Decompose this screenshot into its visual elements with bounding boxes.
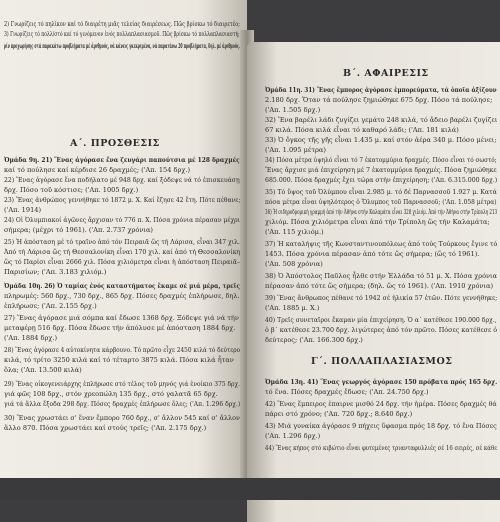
text-line: 24) Οἱ Ὀλυμπιακοί ἀγῶνες ἄρχισαν τό 776 π. Χ. Πόσα χρόνια πέρασαν μέχρι — [4, 216, 240, 224]
section-heading-multiplication: Γ΄. ΠΟΛΛΑΠΛΑΣΙΑΣΜΟΣ — [311, 356, 453, 367]
text-line: 1453. Πόσα χρόνια πέρασαν ἀπό τότε ὥς σήμερα; (ὥς τό 1961). — [265, 250, 480, 258]
text-line: 32) Ἕνα βαρέλι λάδι ζυγίζει γεμάτο 248 κιλά, τό ἄδειο βαρέλι ζυγίζει — [265, 116, 498, 124]
section-heading-addition: Α΄. ΠΡΟΣΘΕΣΙΣ — [70, 138, 160, 149]
text-line: γιά φῶς 108 δρχ., στόν χρεοπώλη 135 δρχ., στό γαλατᾶ 65 δρχ. — [4, 390, 218, 398]
text-line: ὥς τό Παρίσι εἶναι 2666 χιλ. Πόσα χιλιόμετρα εἶναι ἡ ἀπόσταση Πειραιᾶ– — [4, 258, 241, 266]
text-line: ἐπλήρωσε; ('Απ. 2.155 δρχ.) — [4, 302, 97, 310]
text-line: πάρει στό χρόνο; ('Απ. 720 δρχ.; 8.640 δρχ.) — [265, 410, 413, 418]
text-line: 30) Ἕνας χρωστάει σ' ἕναν ἔμπορο 760 δρχ., σ' ἄλλον 545 καί σ' ἄλλον — [4, 414, 240, 422]
text-line: Ὁμάδα 9η. 21) Ἕνας ἀγόρασε ἕνα ζευγάρι παπούτσια μέ 128 δραχμές — [4, 156, 240, 164]
text-line: πόσα μέτρα εἶναι ὑψηλότερος ὁ Ὄλυμπος τοῦ Παρνασσοῦ; ('Απ. 1.058 μέτρα) — [265, 198, 497, 206]
text-line: 3) Γνωρίζεις τό πολλ/στό καί τό γινόμενον ἑνός πολλαπλασιασμοῦ. Πῶς βρίσκω τό πολλαπλασιαστή; — [4, 30, 240, 38]
text-line: 34) Πόσα μέτρα ὑψηλό εἶναι τό 7 ἑκατομμύρια δραχμές. Πόσο εἶναι τό σωστό; — [265, 156, 497, 164]
text-line: χιλιόμ. Πόσα χιλιόμετρα εἶναι ἀπό τήν Τρίπολη ὥς τήν Καλαμάτα; — [265, 218, 490, 226]
text-line: τό ἕνα. Πόσες δραχμές ἔδωσε; ('Απ. 24.750 δρχ.) — [265, 388, 429, 396]
text-line: καί τό πούλησε καί κέρδισε 26 δραχμές; ('Απ. 154 δρχ.) — [4, 166, 191, 174]
text-line: ρίν προχωρήσης στά παρακάτω προβλήματα μέ ἀριθμούς, νά κάνεις γκεκριμένα, νά παρατάνω 20 προβλήματα, δηλ. μέ ἀριθμούς. — [4, 42, 241, 50]
section-heading-subtraction: Β΄. ΑΦΑΙΡΕΣΙΣ — [343, 68, 429, 79]
text-line: 28) Ἕνας ἀγόρασε 4 αὐτοκίνητα κάρβουνο. Τό πρῶτο εἶχε 2450 κιλά τό δεύτερο — [4, 346, 241, 354]
text-line: 39) Ἕνας ἄνθρωπος πέθανε τό 1942 σέ ἡλικία 57 ἐτῶν. Πότε γεννήθηκε; — [265, 294, 498, 302]
left-page — [0, 0, 247, 500]
text-line: 67 κιλά. Πόσα κιλά εἶναι τό καθαρό λάδι; ('Απ. 181 κιλά) — [265, 126, 459, 134]
text-line: σήμερα; (μέχρι τό 1961). ('Απ. 2.737 χρόνια) — [4, 226, 153, 234]
text-line: μεταφέρῃ 516 δρχ. Πόσα ἔδωσε τήν ἀπόλυσε μέ ἀπόσταση 1884 δρχ. — [4, 324, 236, 332]
text-line: 42) Ἕνας ἔμπειρος ἐπαιρνε μισθό 24 δρχ. τήν ἡμέρα. Πόσες δραχμές θά — [265, 400, 497, 408]
text-line: 35) Τό ὕψος τοῦ Ὀλύμπου εἶναι 2.985 μ. τό δέ Παρνασσοῦ 1.927 μ. Κατά — [265, 188, 497, 196]
text-line: Ὁμάδα 10η. 26) Ὁ ταμίας ἑνός καταστήματος ἔκαμε σέ μιά μέρα, τρεῖς — [4, 282, 240, 290]
text-line: ὅλα; ('Απ. 13.500 κιλά) — [4, 366, 82, 374]
text-line: 2.180 δρχ. Ὅταν τά πούλησε ζημιώθηκε 675 δρχ. Πόσο τά πούλησε; — [265, 96, 493, 104]
text-line: ('Απ. 1884 δρχ.) — [4, 334, 58, 342]
text-line: ὁ β΄ κατέθεσε 23.700 δρχ. λιγώτερες ἀπό τόν πρῶτο. Πόσες κατέθεσε ὁ — [265, 326, 498, 334]
text-line: Παρισίων; ('Απ. 3.183 χιλιόμ.) — [4, 268, 107, 276]
text-line: 22) Ἕνας ἀγόρασε ἕνα ποδήλατο μέ 948 δρχ. καί ξόδεψε νά τό ἐπισκευάσῃ — [4, 176, 240, 184]
text-line: δρχ. Πόσο τοῦ κόστισε; ('Απ. 1005 δρχ.) — [4, 186, 139, 194]
text-line: 36) Ἡ σιδηροδρομική γραμμή ἀπό τήν Ἀθήνα στήν Καλαμάτα εἶναι 328 χιλιόμ. Ἀπό τήν Ἀθήνα στήν Τρίπολη 213 — [265, 208, 498, 216]
text-line: Ὁμάδα 13η. 41) Ἕνας γεωργός ἀγόρασε 150 πρόβατα πρός 165 δρχ. — [265, 378, 498, 386]
text-line: 23) Ἕνας ἀνθρώπος γεννήθηκε τό 1872 μ. Χ. Καί ἔζησε 42 ἔτη. Πότε πέθανε; — [4, 196, 241, 204]
text-line: 685.000. Πόσα δραχμές ἔχει τώρα στήν ἐπιχείρηση; ('Απ. 6.315.000 δρχ.) — [265, 176, 498, 184]
right-page — [247, 42, 500, 522]
text-line: Ἕνας ἄρχισε μιά ἐπιχείρηση μέ 7 ἑκατομμύρια δραχμές. Πόσα ζημιώθηκε — [265, 166, 497, 174]
text-line: 40) Τρεῖς συνεταῖροι ἔκαμαν μία ἐπιχείρηση. Ὁ α΄ κατέθεσε 190.000 δρχ., — [265, 316, 497, 324]
text-line: 44) Ἕνας κήπος στό κιβώτιο εἶναι φυτεμένες τριανταφυλλιές σέ 16 σειρές, σέ κάθε — [265, 444, 498, 452]
text-line: ('Απ. 508 χρόνια) — [265, 260, 323, 268]
text-line: ('Απ. 1.095 μέτρα) — [265, 146, 326, 154]
text-line: ('Απ. 1.296 δρχ.) — [265, 432, 321, 440]
text-line: 33) Ὁ ὄγκος τῆς γῆς εἶναι 1.435 μ. καί στόν ἀέρα 340 μ. Πόσο μένει; — [265, 136, 497, 144]
text-line: 43) Μιά γυναίκα ἀγόρασε 9 πήχεις ὕφασμα πρός 18 δρχ. τό ἕνα Πόσες — [265, 422, 497, 430]
text-line: ('Απ. 1.505 δρχ.) — [265, 106, 321, 114]
text-line: ('Απ. 115 χιλιόμ.) — [265, 228, 324, 236]
text-line: πέρασαν ἀπό τότε ὥς σήμερα; (δηλ. ὥς τό 1961). ('Απ. 1910 χρόνια) — [265, 282, 494, 290]
text-line: 29) Ἕνας οἰκογενειάρχης ἐπλήρωσε στό τέλος τοῦ μηνός γιά ἐνοίκιο 375 δρχ. — [4, 380, 240, 388]
text-line: γιά τά ἄλλα ἔξοδα 298 δρχ. Πόσες δραχμές ἐπλήρωσε ὅλες; ('Απ. 1.296 δρχ.) — [4, 400, 241, 408]
text-line: κιλά, τό τρίτο 3250 κιλά καί τό τέταρτο 3875 κιλά. Πόσα κιλά ἦταν — [4, 356, 234, 364]
text-line: δεύτερος; ('Απ. 166.300 δρχ.) — [265, 336, 363, 344]
text-line: πληρωμές: 560 δρχ., 730 δρχ., 865 δρχ. Πόσες δραχμές ἐπλήρωσε, δηλ. — [4, 292, 240, 300]
text-line: Ὁμάδα 11η. 31) Ἕνας ἔμπορος ἀγόρασε ἐμπορεύματα, τά ὁποῖα ἀξίζουν — [265, 86, 497, 94]
text-line: Ἀπό τή Λάρισα ὥς τή Θεσσαλονίκη εἶναι 170 χιλ. καί ἀπό τή Θεσσαλονίκη — [4, 248, 241, 256]
background-shadow — [0, 478, 500, 500]
text-line: ἄλλο 870. Πόσα χρωστάει καί στούς τρεῖς; ('Απ. 2.175 δρχ.) — [4, 424, 207, 432]
text-line: 2) Γνωρίζεις τό πηλίκον καί τό διαιρέτη μιᾶς τελείας διαιρέσεως. Πῶς βρίσκω τό διαιρετέο; — [4, 20, 240, 28]
text-line: 27) Ἕνας ἀγόρασε μιά σόμπα καί ἔδωσε 1368 δρχ. Ξόδεψε γιά νά τήν — [4, 314, 239, 322]
text-line: 25) Ἡ ἀπόσταση μέ τό τραῖνο ἀπό τόν Πειραιᾶ ὥς τή Λάρισα, εἶναι 347 χιλ. — [4, 238, 240, 246]
text-line: ('Απ. 1885 μ. Χ.) — [265, 304, 320, 312]
text-line: 38) Ὁ Ἀπόστολος Παῦλος ἦλθε στήν Ἑλλάδα τό 51 μ. Χ. Πόσα χρόνια — [265, 272, 498, 280]
text-line: ('Απ. 1914) — [4, 206, 42, 214]
text-line: 37) Ἡ καταλήψις τῆς Κωνσταντινουπόλεως ἀπό τούς Τούρκους ἔγινε τό — [265, 240, 498, 248]
